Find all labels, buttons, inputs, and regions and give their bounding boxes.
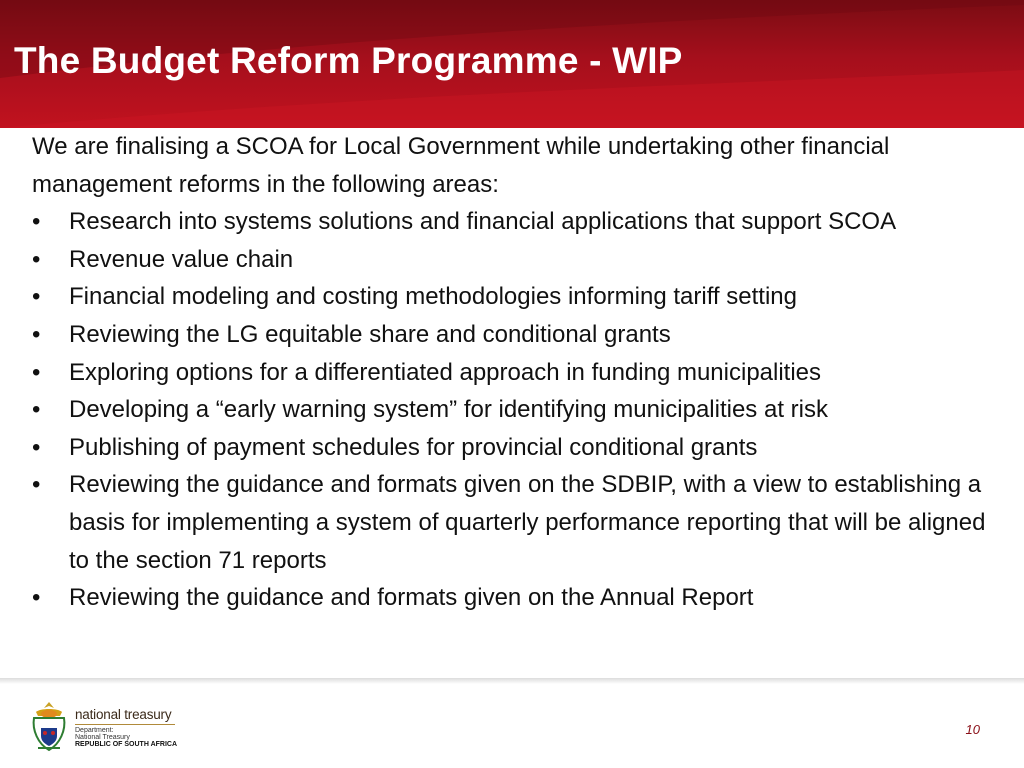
bullet-text: Reviewing the guidance and formats given on the Annual Report (69, 584, 754, 612)
bullet-text: Financial modeling and costing methodologies informing tariff setting (69, 283, 797, 311)
org-department-name: National Treasury (75, 734, 130, 741)
org-name: national treasury (75, 707, 172, 722)
bullet-marker: • (32, 584, 41, 612)
bullet-marker: • (32, 396, 41, 424)
bullet-item (32, 278, 992, 316)
bullet-marker: • (32, 471, 41, 499)
bullet-text: Research into systems solutions and financial applications that support SCOA (69, 208, 897, 236)
bullet-text: Reviewing the LG equitable share and conditional grants (69, 320, 671, 348)
coat-of-arms-icon (30, 700, 68, 752)
bullet-marker: • (32, 433, 41, 461)
bullet-marker: • (32, 208, 41, 236)
bullet-item (32, 466, 992, 579)
bullet-marker: • (32, 320, 41, 348)
org-department-label: Department: (75, 727, 114, 734)
bullet-marker: • (32, 283, 41, 311)
org-country: REPUBLIC OF SOUTH AFRICA (75, 741, 178, 748)
title-bar (0, 0, 1024, 128)
bullet-marker: • (32, 245, 41, 273)
footer-divider (0, 678, 1024, 684)
bullet-item (32, 241, 992, 279)
slide-title: The Budget Reform Programme - WIP (14, 40, 683, 81)
intro-text: We are finalising a SCOA for Local Government while undertaking other financial management reforms in the following areas: (32, 133, 890, 198)
bullet-text: Developing a “early warning system” for identifying municipalities at risk (69, 396, 828, 424)
bullet-text: Publishing of payment schedules for provincial conditional grants (69, 433, 758, 461)
bullet-item (32, 579, 992, 617)
bullet-item (32, 203, 992, 241)
org-rule (75, 724, 175, 725)
bullet-list (32, 203, 992, 617)
bullet-text: Revenue value chain (69, 245, 294, 273)
bullet-item (32, 316, 992, 354)
bullet-item (32, 354, 992, 392)
bullet-item (32, 391, 992, 429)
bullet-marker: • (32, 358, 41, 386)
bullet-item (32, 429, 992, 467)
bullet-text: Reviewing the guidance and formats given on the SDBIP, with a view to establishing a basis for implementing a system of quarterly performance reporting that will be aligned to the section 71 reports (69, 471, 986, 574)
bullet-text: Exploring options for a differentiated approach in funding municipalities (69, 358, 822, 386)
page-number: 10 (965, 722, 980, 737)
national-treasury-logo (30, 700, 180, 752)
slide-body (32, 128, 992, 617)
